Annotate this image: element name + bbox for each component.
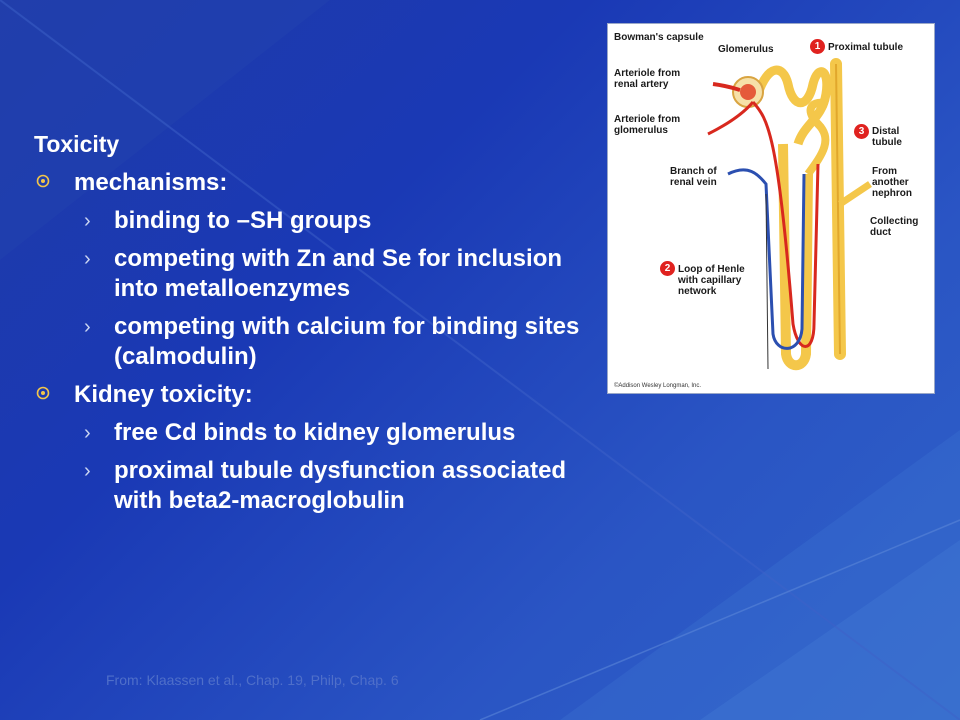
marker-1: 1 (810, 39, 825, 54)
sub-bullet-text: binding to –SH groups (114, 207, 372, 234)
label-loop-of-henle: Loop of Henle with capillary network (678, 264, 745, 297)
sub-bullet-zn-se (34, 244, 594, 304)
label-glomerulus: Glomerulus (718, 44, 774, 55)
chevron-right-icon: › (84, 460, 91, 482)
label-collecting-duct: Collecting duct (870, 216, 919, 238)
nephron-diagram (607, 23, 935, 394)
source-caption: From: Klaassen et al., Chap. 19, Philp, Chap. 6 (106, 672, 399, 688)
sub-bullet-text: proximal tubule dysfunction associated with beta2-macroglobulin (114, 457, 567, 514)
marker-2: 2 (660, 261, 675, 276)
bullet-icon (36, 386, 50, 400)
sub-bullet-text: free Cd binds to kidney glomerulus (114, 419, 516, 446)
sub-bullet-proximal-tubule (34, 456, 594, 516)
label-distal-tubule: Distal tubule (872, 126, 902, 148)
label-from-another-nephron: From another nephron (872, 166, 912, 199)
sub-bullet-calcium (34, 312, 594, 372)
chevron-right-icon: › (84, 316, 91, 338)
sub-bullet-glomerulus (34, 418, 594, 448)
chevron-right-icon: › (84, 248, 91, 270)
sub-bullet-text: competing with calcium for binding sites (calmodulin) (114, 313, 580, 370)
bullet-icon (36, 174, 50, 188)
label-arteriole-renal-artery: Arteriole from renal artery (614, 68, 681, 90)
slide-body (34, 130, 594, 524)
marker-3: 3 (854, 124, 869, 139)
diagram-credit: ©Addison Wesley Longman, Inc. (614, 383, 702, 389)
mechanisms-heading: mechanisms: (74, 169, 228, 196)
label-arteriole-glomerulus: Arteriole from glomerulus (614, 114, 681, 136)
chevron-right-icon: › (84, 422, 91, 444)
label-bowmans-capsule: Bowman's capsule (614, 32, 704, 43)
label-branch-renal-vein: Branch of renal vein (670, 166, 717, 188)
label-proximal-tubule: Proximal tubule (828, 42, 904, 53)
sub-bullet-text: competing with Zn and Se for inclusion into metalloenzymes (114, 245, 563, 302)
chevron-right-icon: › (84, 210, 91, 232)
kidney-toxicity-heading: Kidney toxicity: (74, 381, 253, 408)
slide-title: Toxicity (34, 131, 120, 157)
bullet-mechanisms (34, 168, 594, 198)
sub-bullet-sh-groups (34, 206, 594, 236)
bullet-kidney-toxicity (34, 380, 594, 410)
